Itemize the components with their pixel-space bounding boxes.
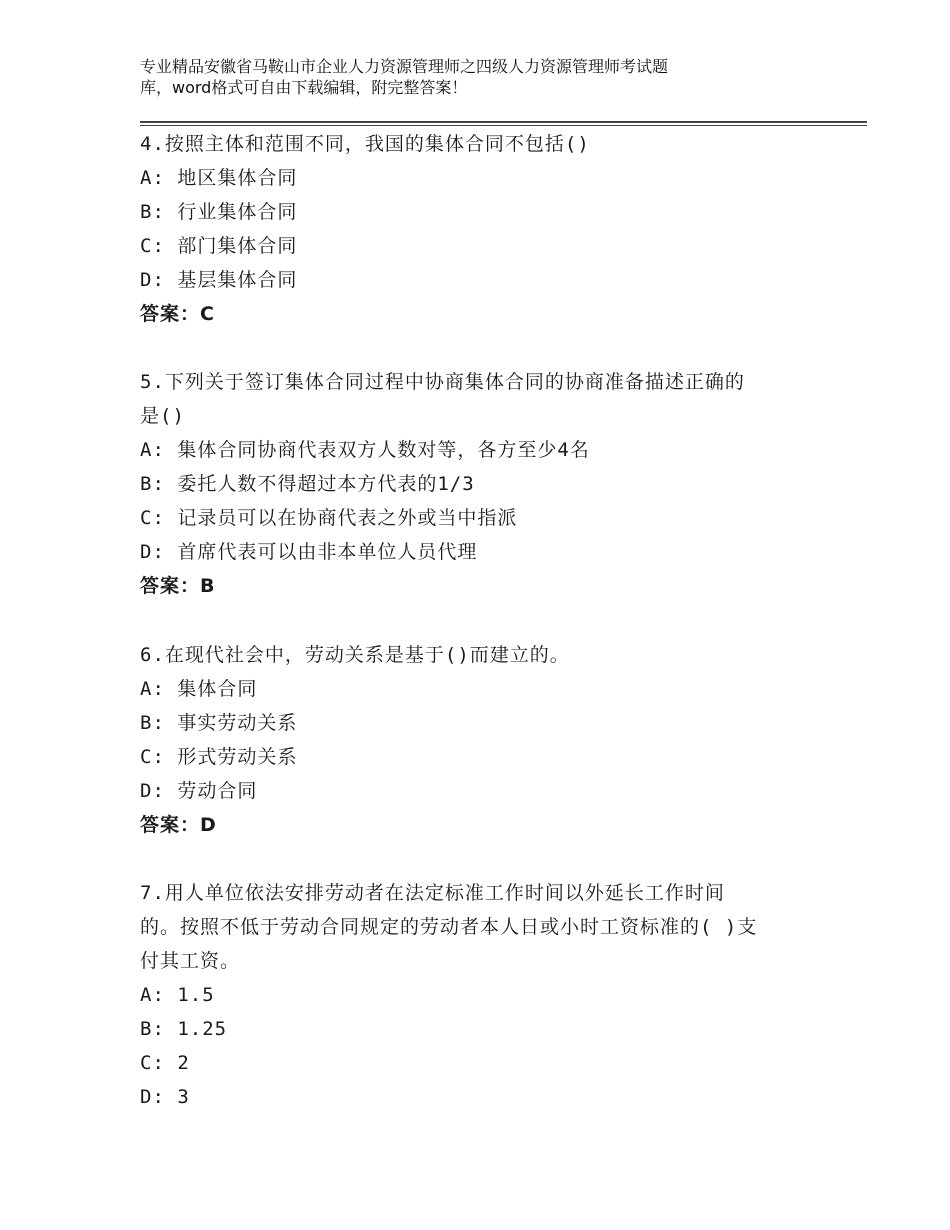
question-stem-cont: 是() xyxy=(140,405,185,427)
option-b: B: 1.25 xyxy=(140,1018,228,1040)
header-divider-thick xyxy=(140,121,867,123)
answer: 答案：C xyxy=(140,303,215,325)
option-b: B: 委托人数不得超过本方代表的1/3 xyxy=(140,473,475,495)
option-c: C: 记录员可以在协商代表之外或当中指派 xyxy=(140,507,518,529)
header-divider-thin xyxy=(140,125,867,126)
answer: 答案：D xyxy=(140,814,217,836)
header-line-2: 库，word格式可自由下载编辑，附完整答案！ xyxy=(140,78,468,97)
header-line-1: 专业精品安徽省马鞍山市企业人力资源管理师之四级人力资源管理师考试题 xyxy=(140,57,669,76)
option-c: C: 形式劳动关系 xyxy=(140,746,298,768)
option-c: C: 2 xyxy=(140,1052,190,1074)
option-b: B: 行业集体合同 xyxy=(140,201,298,223)
option-a: A: 集体合同协商代表双方人数对等，各方至少4名 xyxy=(140,439,590,461)
option-d: D: 劳动合同 xyxy=(140,780,258,802)
option-a: A: 集体合同 xyxy=(140,678,258,700)
question-4 xyxy=(140,127,820,331)
option-d: D: 首席代表可以由非本单位人员代理 xyxy=(140,541,478,563)
question-stem-cont: 付其工资。 xyxy=(140,950,241,972)
option-a: A: 1.5 xyxy=(140,984,215,1006)
answer: 答案：B xyxy=(140,575,216,597)
question-6 xyxy=(140,638,820,842)
document-header xyxy=(140,56,780,98)
question-5 xyxy=(140,365,820,603)
option-d: D: 基层集体合同 xyxy=(140,269,298,291)
question-stem: 4.按照主体和范围不同，我国的集体合同不包括() xyxy=(140,133,590,155)
question-stem: 5.下列关于签订集体合同过程中协商集体合同的协商准备描述正确的 xyxy=(140,371,745,393)
option-d: D: 3 xyxy=(140,1086,190,1108)
question-stem-cont: 的。按照不低于劳动合同规定的劳动者本人日或小时工资标准的( )支 xyxy=(140,916,758,938)
option-b: B: 事实劳动关系 xyxy=(140,712,298,734)
question-stem: 7.用人单位依法安排劳动者在法定标准工作时间以外延长工作时间 xyxy=(140,882,725,904)
question-stem: 6.在现代社会中，劳动关系是基于()而建立的。 xyxy=(140,644,570,666)
question-7 xyxy=(140,876,820,1114)
option-c: C: 部门集体合同 xyxy=(140,235,298,257)
option-a: A: 地区集体合同 xyxy=(140,167,298,189)
